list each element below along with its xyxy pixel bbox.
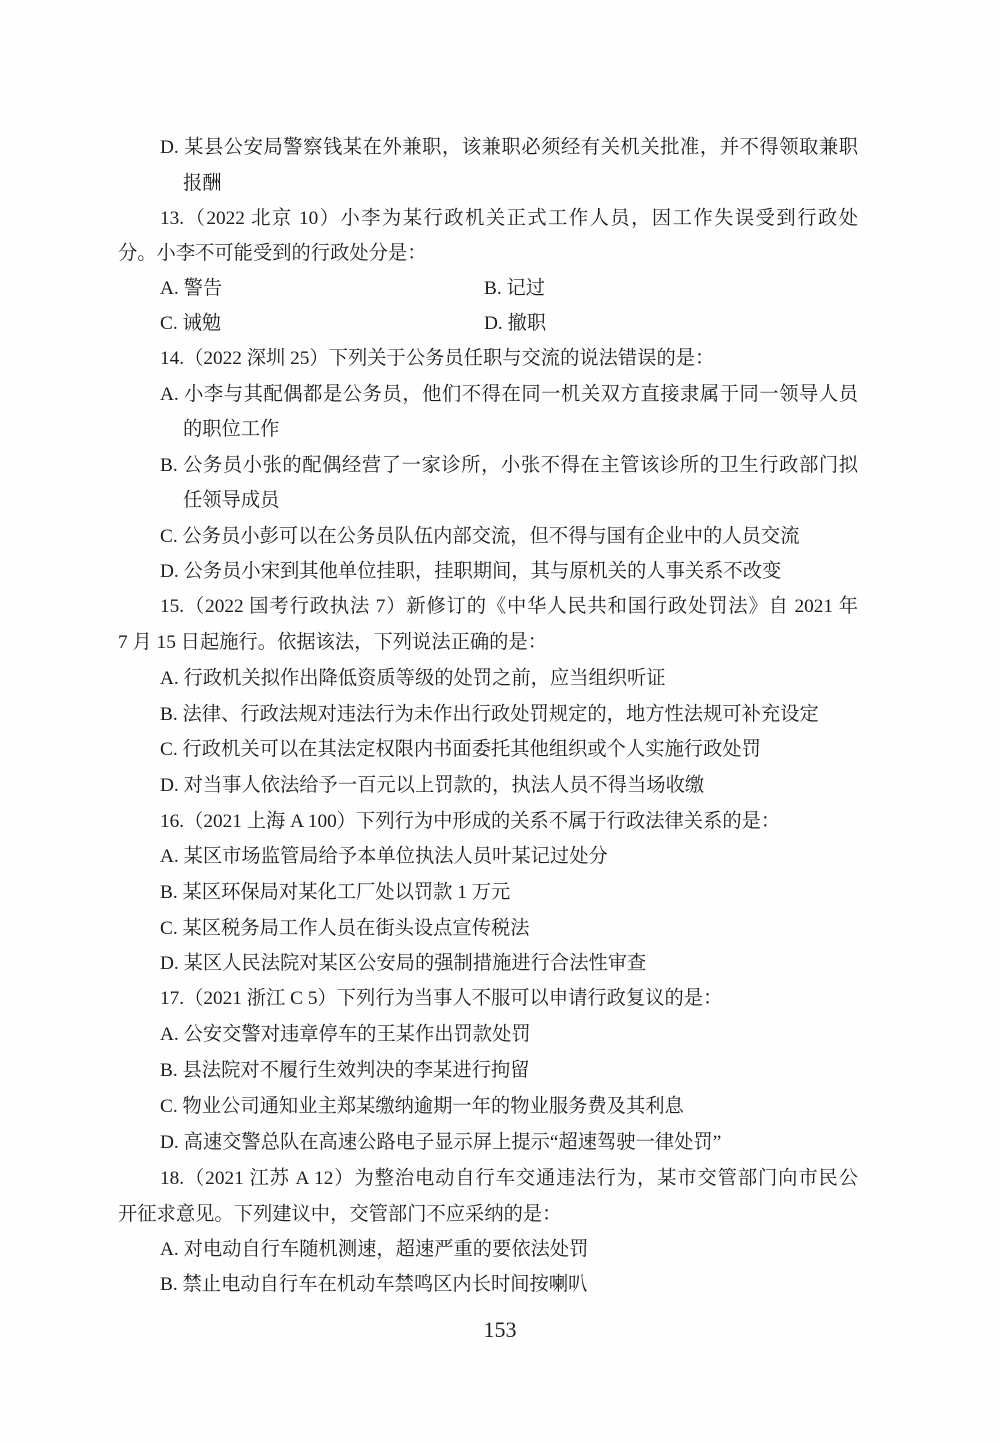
question-15-stem-line-1: 15.（2022 国考行政执法 7）新修订的《中华人民共和国行政处罚法》自 2021 年 [160,596,858,617]
question-12-option-d-line-2: 报酬 [183,173,222,194]
question-15-option-b: B. 法律、行政法规对违法行为未作出行政处罚规定的，地方性法规可补充设定 [160,704,819,725]
question-14-option-b-line-2: 任领导成员 [183,490,280,511]
question-13-stem-line-2: 分。小李不可能受到的行政处分是： [118,243,427,264]
question-18-option-a: A. 对电动自行车随机测速，超速严重的要依法处罚 [160,1239,589,1260]
question-17-stem-line-1: 17.（2021 浙江 C 5）下列行为当事人不服可以申请行政复议的是： [160,988,723,1009]
question-17-option-d: D. 高速交警总队在高速公路电子显示屏上提示“超速驾驶一律处罚” [160,1132,722,1153]
question-13-option-d: D. 撤职 [484,313,547,334]
question-16-option-d: D. 某区人民法院对某区公安局的强制措施进行合法性审查 [160,953,647,974]
question-13-stem-line-1: 13.（2022 北京 10）小李为某行政机关正式工作人员，因工作失误受到行政处 [160,208,858,229]
question-14-option-d: D. 公务员小宋到其他单位挂职，挂职期间，其与原机关的人事关系不改变 [160,561,782,582]
question-16-option-a: A. 某区市场监管局给予本单位执法人员叶某记过处分 [160,846,608,867]
question-13-option-c: C. 诫勉 [160,313,222,334]
question-15-option-c: C. 行政机关可以在其法定权限内书面委托其他组织或个人实施行政处罚 [160,739,761,760]
question-14-option-a-line-1: A. 小李与其配偶都是公务员，他们不得在同一机关双方直接隶属于同一领导人员 [160,384,858,405]
question-18-stem-line-1: 18.（2021 江苏 A 12）为整治电动自行车交通违法行为，某市交管部门向市民公 [160,1168,858,1189]
question-17-option-b: B. 县法院对不履行生效判决的李某进行拘留 [160,1060,530,1081]
question-16-option-c: C. 某区税务局工作人员在街头设点宣传税法 [160,918,530,939]
question-15-stem-line-2: 7 月 15 日起施行。依据该法，下列说法正确的是： [118,632,548,653]
page-number: 153 [483,1317,517,1342]
question-15-option-d: D. 对当事人依法给予一百元以上罚款的，执法人员不得当场收缴 [160,775,705,796]
question-13-option-a: A. 警告 [160,278,223,299]
question-13-option-b: B. 记过 [484,278,546,299]
question-15-option-a: A. 行政机关拟作出降低资质等级的处罚之前，应当组织听证 [160,668,666,689]
question-14-option-a-line-2: 的职位工作 [183,419,280,440]
question-14-option-c: C. 公务员小彭可以在公务员队伍内部交流，但不得与国有企业中的人员交流 [160,526,800,547]
question-18-option-b: B. 禁止电动自行车在机动车禁鸣区内长时间按喇叭 [160,1274,588,1295]
question-16-option-b: B. 某区环保局对某化工厂处以罚款 1 万元 [160,882,511,903]
question-14-option-b-line-1: B. 公务员小张的配偶经营了一家诊所，小张不得在主管该诊所的卫生行政部门拟 [160,455,858,476]
question-18-stem-line-2: 开征求意见。下列建议中，交管部门不应采纳的是： [118,1204,562,1225]
question-17-option-c: C. 物业公司通知业主郑某缴纳逾期一年的物业服务费及其利息 [160,1096,684,1117]
question-14-stem-line-1: 14.（2022 深圳 25）下列关于公务员任职与交流的说法错误的是： [160,348,715,369]
question-16-stem-line-1: 16.（2021 上海 A 100）下列行为中形成的关系不属于行政法律关系的是： [160,811,781,832]
question-12-option-d-line-1: D. 某县公安局警察钱某在外兼职，该兼职必须经有关机关批准，并不得领取兼职 [160,137,858,158]
question-17-option-a: A. 公安交警对违章停车的王某作出罚款处罚 [160,1024,531,1045]
